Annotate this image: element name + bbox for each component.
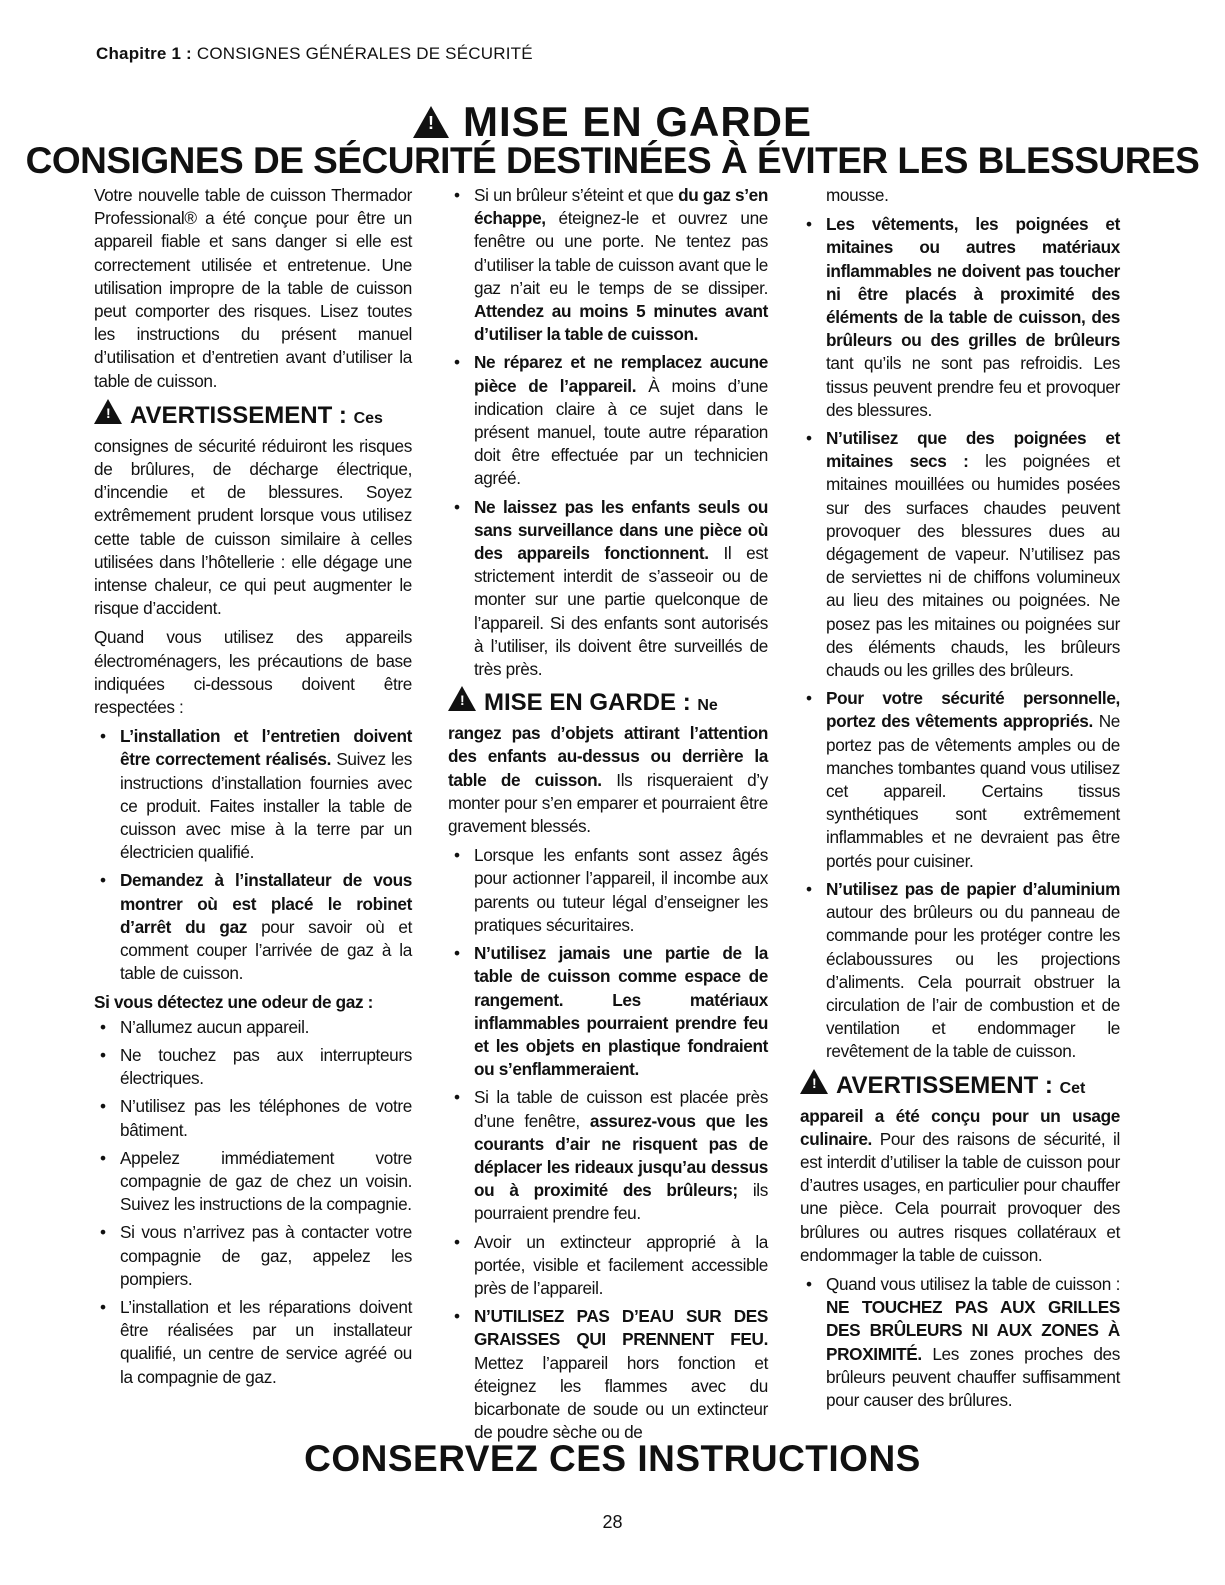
gas-heading-text: Si vous détectez une odeur de gaz : [94,991,374,1012]
warning-tail: Ces [353,409,383,427]
bullet-icon [454,496,460,519]
item-text: Les zones proches des brûleurs peuvent chauffer suffisamment pour causer des brûlures. [826,1343,1120,1410]
item-bold-text: N’utilisez que des poignées et mitaines secs : [826,428,1120,472]
item-bold-text: Ne laissez pas les enfants seuls ou sans surveillance dans une pièce où des appareils fonctionnent. [474,496,768,564]
safety-list-b [448,844,768,1444]
item-bold-text: NE TOUCHEZ PAS AUX GRILLES DES BRÛLEURS NI AUX ZONES À PROXIMITÉ. [826,1297,1120,1364]
item-bold-text: Demandez à l’installateur de vous montrer où est placé le robinet d’arrêt du gaz [120,870,412,937]
item-text: Si vous n’arrivez pas à contacter votre compagnie de gaz, appelez les pompiers. [120,1222,412,1289]
list-item [448,1086,768,1225]
bullet-icon [454,942,460,965]
item-bold-text: Pour votre sécurité personnelle, portez des vêtements appropriés. [826,688,1120,732]
warning-triangle-icon [800,1069,828,1094]
list-item [94,1147,412,1217]
item-text: L’installation et les réparations doivent être réalisées par un installateur qualifié, un centre de service agréé ou la compagnie de gaz. [120,1296,412,1387]
bullet-icon [454,844,460,867]
list-item [800,687,1120,873]
list-item [448,942,768,1081]
item-text: N’allumez aucun appareil. [120,1016,310,1037]
item-text: Il est strictement interdit de s’asseoir ou de monter sur une partie quelconque de l’appareil. Si des enfants sont autorisés à l’utiliser, ils doivent être surveillés de très près. [474,543,768,680]
item-text: autour des brûleurs ou du panneau de commande pour les protéger contre les éclaboussures ou les projections d’aliments. Cela pourrait obstruer la circulation de l’air de combustion et de ventilation et endommager le revêtement de la table de cuisson. [826,902,1120,1062]
bullet-icon [100,1044,106,1067]
item-text: pour savoir où et comment couper l’arrivée de gaz à la table de cuisson. [120,916,412,984]
item-text: éteignez-le et ouvrez une fenêtre ou une porte. Ne tentez pas d’utiliser la table de cuisson avant que le gaz n’ait eu le temps de se dissiper. [474,208,768,298]
warning-heading-2 [800,1069,1120,1103]
caution-paragraph [448,722,768,838]
warning-triangle-icon [413,106,449,138]
bullet-icon [454,351,460,374]
safety-list-d [800,1273,1120,1412]
item-bold-text: du gaz s’en échappe, [474,185,768,229]
bullet-icon [100,869,106,892]
item-text: tant qu’ils ne sont pas refroidis. Les tissus peuvent prendre feu et provoquer des blessures. [826,353,1120,420]
bullet-icon [806,213,812,236]
item-text: À moins d’une indication claire à ce sujet dans le présent manuel, toute autre réparation doit être effectuée par un technicien agréé. [474,375,768,489]
bullet-icon [806,878,812,901]
list-item [800,427,1120,682]
item-bold-text: assurez-vous que les courants d’air ne risquent pas de déplacer les rideaux jusqu’au dessus ou à proximité des brûleurs; [474,1110,768,1201]
bullet-icon [100,1147,106,1170]
list-item [94,1044,412,1090]
warning-bold-text: appareil a été conçu pour un usage culinaire. [800,1105,1120,1149]
list-item [94,1221,412,1291]
bullet-icon [806,427,812,450]
bullet-icon [806,1273,812,1296]
item-text: Ne portez pas de vêtements amples ou de manches tombantes quand vous utilisez cet appareil. Certains tissus synthétiques sont extrêmement inflammables et ne devraient pas être portés pour cuisiner. [826,711,1120,871]
item-text: Ne touchez pas aux interrupteurs électriques. [120,1044,412,1089]
item-bold-text: Les vêtements, les poignées et mitaines ou autres matériaux inflammables ne doivent pas toucher ni être placés à proximité des éléments de la table de cuisson, des brûleurs ou des grilles de brûleurs [826,214,1120,351]
list-item [94,725,412,864]
list-item [94,1016,412,1039]
warning-paragraph-2 [800,1105,1120,1267]
warning-label: AVERTISSEMENT : [836,1071,1053,1099]
bullet-icon [454,1086,460,1109]
item-bold-text: N’utilisez pas de papier d’aluminium [826,878,1120,899]
list-item [448,844,768,937]
caution-text: Ils risqueraient d’y monter pour s’en emparer et pourraient être gravement blessés. [448,769,768,837]
bullet-icon [100,1016,106,1039]
item-text: les poignées et mitaines mouillées ou humides posées sur des surfaces chaudes peuvent provoquer des blessures dues au dégagement de vapeur. N’utilisez pas de serviettes ni de chiffons volumineux au lieu des mitaines ou poignées. Ne posez pas les mitaines ou poignées sur des éléments chauds, les brûleurs chauds ou les grilles des brûleurs. [826,451,1120,681]
list-item [94,1095,412,1141]
item-text: N’utilisez pas les téléphones de votre bâtiment. [120,1096,412,1140]
item-text: Si un brûleur s’éteint et que [474,185,674,205]
list-item [800,1273,1120,1412]
list-item [94,1296,412,1389]
bullet-icon [454,1231,460,1254]
footer-title: CONSERVEZ CES INSTRUCTIONS [304,1438,921,1479]
list-item [94,869,412,985]
list-item [800,213,1120,422]
bullet-icon [100,1221,106,1244]
item-bold-text: N’UTILISEZ PAS D’EAU SUR DES GRAISSES QUI PRENNENT FEU. [474,1306,768,1350]
banner-title [0,98,1225,146]
precautions-list [94,725,412,985]
list-item [448,184,768,346]
intro-paragraph: Votre nouvelle table de cuisson Thermador Professional® a été conçue pour être un appareil fiable et sans danger si elle est correctement utilisée et entretenue. Une utilisation impropre de la table de cuisson peut comporter des risques. Lisez toutes les instructions du présent manuel d’utilisation et d’entretien avant d’utiliser la table de cuisson. [94,185,412,391]
item-text: Quand vous utilisez la table de cuisson : [826,1273,1120,1294]
caution-heading [448,686,768,720]
warning-triangle-icon [94,399,122,424]
chapter-label: Chapitre 1 : [96,44,192,63]
column-2 [448,184,768,1449]
bullet-icon [100,725,106,748]
list-item [448,1305,768,1444]
gas-heading [94,991,412,1014]
bullet-icon [454,1305,460,1328]
item-bold-text: N’utilisez jamais une partie de la table de cuisson comme espace de rangement. Les matériaux inflammables pourraient prendre feu et les objets en plastique fondraient ou s’enflammeraient. [474,943,768,1080]
item-text: Avoir un extincteur approprié à la portée, visible et facilement accessible près de l’appareil. [474,1231,768,1298]
caution-bold-text: rangez pas d’objets attirant l’attention des enfants au-dessus ou derrière la table de cuisson. [448,723,768,790]
warning-heading [94,399,412,433]
warning-label: AVERTISSEMENT : [130,401,347,429]
safety-list-c [800,213,1120,1063]
warning-tail: Cet [1059,1079,1086,1097]
bullet-icon [100,1296,106,1319]
list-item [448,351,768,490]
chapter-title: CONSIGNES GÉNÉRALES DE SÉCURITÉ [196,44,533,63]
bullet-icon [806,687,812,710]
warning-triangle-icon [448,686,476,711]
item-text: ils pourraient prendre feu. [474,1180,768,1224]
item-bold-text: Attendez au moins 5 minutes avant d’utiliser la table de cuisson. [474,301,768,345]
list-item [448,1231,768,1301]
continued-text: mousse. [826,185,889,205]
bullet-icon [100,1095,106,1118]
item-text: Appelez immédiatement votre compagnie de gaz de chez un voisin. Suivez les instructions de la compagnie. [120,1147,412,1215]
caution-label: MISE EN GARDE : [484,689,691,717]
list-item [448,496,768,682]
chapter-header [96,44,533,64]
item-text: Suivez les instructions d’installation fournies avec ce produit. Faites installer la table de cuisson avec mise à la terre par un électricien qualifié. [120,749,412,863]
column-3 [800,184,1120,1417]
gas-list [94,1016,412,1389]
precautions-paragraph: Quand vous utilisez des appareils électroménagers, les précautions de base indiquées ci-dessous doivent être respectées : [94,627,412,718]
warning-text: Pour des raisons de sécurité, il est interdit d’utiliser la table de cuisson pour d’autres usages, en particulier pour chauffer une pièce. Cela pourrait provoquer des brûlures ou autres risques collatéraux et endommager la table de cuisson. [800,1128,1120,1265]
list-item [800,878,1120,1064]
warning-paragraph: consignes de sécurité réduiront les risques de brûlures, de décharge électrique, d’incendie et de blessures. Soyez extrêmement prudent lorsque vous utilisez cette table de cuisson similaire à celles utilisées dans l’hôtellerie : elle dégage une intense chaleur, ce qui peut augmenter le risque d’accident. [94,435,412,619]
banner-subtitle: CONSIGNES DE SÉCURITÉ DESTINÉES À ÉVITER LES BLESSURES [25,140,1200,181]
banner-title-text: MISE EN GARDE [462,98,813,145]
safety-list-a [448,184,768,681]
item-bold-text: L’installation et l’entretien doivent être correctement réalisés. [120,726,412,770]
page-number: 28 [602,1512,623,1532]
item-bold-text: Ne réparez et ne remplacez aucune pièce de l’appareil. [474,352,768,396]
item-text: Mettez l’appareil hors fonction et éteignez les flammes avec du bicarbonate de soude ou un extincteur de poudre sèche ou de [474,1352,768,1443]
item-text: Lorsque les enfants sont assez âgés pour actionner l’appareil, il incombe aux parents ou tuteur légal d’enseigner les pratiques sécuritaires. [474,845,768,935]
item-text: Si la table de cuisson est placée près d’une fenêtre, [474,1087,768,1131]
bullet-icon [454,184,460,207]
column-1 [94,184,412,1394]
caution-tail: Ne [697,697,718,715]
